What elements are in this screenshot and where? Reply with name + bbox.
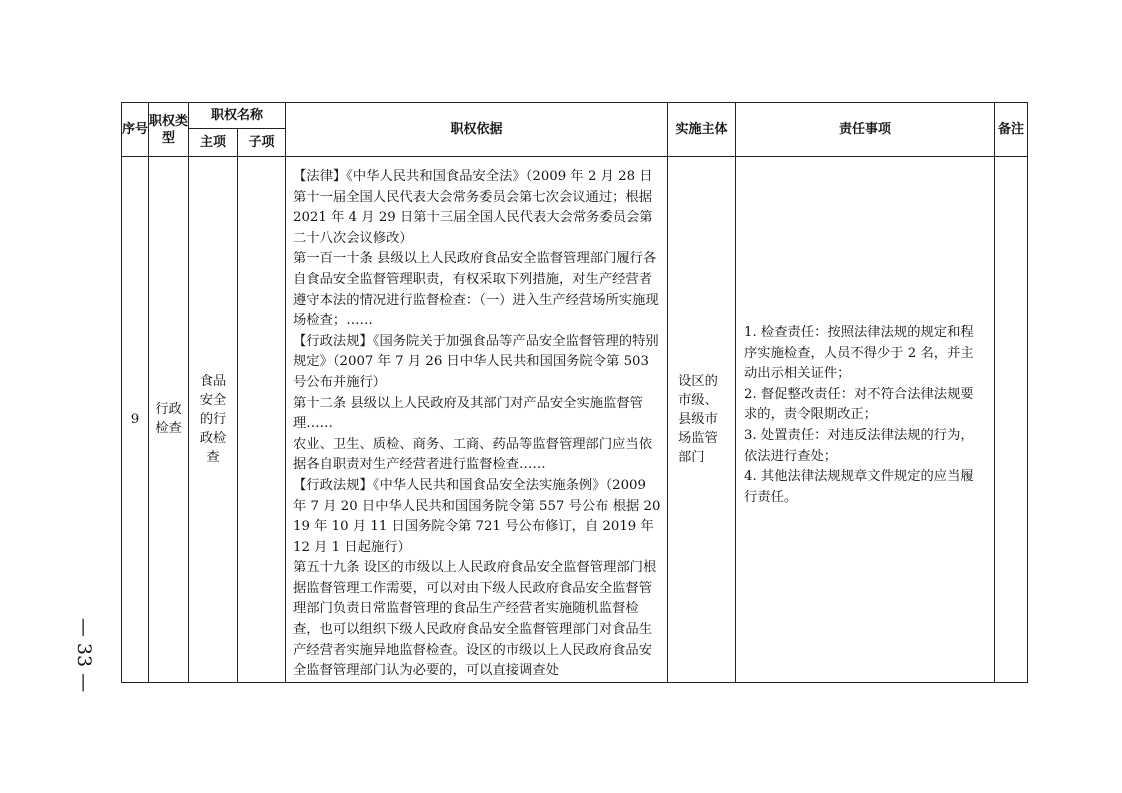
row-subject: 设区的市级、县级市场监管部门: [668, 157, 736, 683]
header-main-item: 主项: [189, 129, 238, 157]
header-sub-item: 子项: [238, 129, 286, 157]
row-duty: [736, 157, 995, 683]
header-remarks: 备注: [995, 103, 1028, 157]
row-main-item: 食品安全的行政检查: [189, 157, 238, 683]
duty-item: 3. 处置责任：对违反法律法规的行为，依法进行查处；: [744, 427, 974, 464]
table-row: [122, 157, 1028, 683]
basis-paragraph: 第五十九条 设区的市级以上人民政府食品安全监督管理部门根据监督管理工作需要，可以对由下级人民政府食品安全监督管理部门负责日常监督管理的食品生产经营者实施随机监督检查，也可以组织下级人民政府食品安全监督管理部门对食品生产经营者实施异地监督检查。设区的市级以上人民政府食品安全监督管理部门认为必要的，可以直接调查处: [293, 560, 657, 679]
header-name-group: 职权名称: [189, 103, 286, 129]
duty-item: 1. 检查责任：按照法律法规的规定和程序实施检查，人员不得少于 2 名，并主动出示相关证件；: [744, 325, 974, 382]
row-type: 行政检查: [149, 157, 189, 683]
header-duty: 责任事项: [736, 103, 995, 157]
row-sub-item: [238, 157, 286, 683]
basis-paragraph: 第十二条 县级以上人民政府及其部门对产品安全实施监督管理……: [293, 395, 643, 432]
row-basis: [286, 157, 668, 683]
row-seq: 9: [122, 157, 149, 683]
page-number-text: — 33 —: [73, 617, 96, 693]
basis-paragraph: 【法律】《中华人民共和国食品安全法》（2009 年 2 月 28 日第十一届全国人民代表大会常务委员会第七次会议通过；根据 2021 年 4 月 29 日第十三届全国人民代表大会常务委员会第二十八次会议修改）: [293, 169, 653, 246]
basis-paragraph: 农业、卫生、质检、商务、工商、药品等监督管理部门应当依据各自职责对生产经营者进行监督检查……: [293, 436, 653, 473]
basis-paragraph: 【行政法规】《中华人民共和国食品安全法实施条例》（2009 年 7 月 20 日中华人民共和国国务院令第 557 号公布 根据 2019 年 10 月 11 日国务院令第 721 号公布修订，自 2019 年 12 月 1 日起施行）: [293, 477, 661, 555]
header-seq: 序号: [122, 103, 149, 157]
header-basis: 职权依据: [286, 103, 668, 157]
header-subject: 实施主体: [668, 103, 736, 157]
duty-item: 2. 督促整改责任：对不符合法律法规要求的，责令限期改正；: [744, 386, 974, 423]
row-remarks: [995, 157, 1028, 683]
page-number: [62, 617, 106, 693]
duty-item: 4. 其他法律法规规章文件规定的应当履行责任。: [744, 469, 974, 505]
header-type: 职权类型: [149, 103, 189, 157]
basis-paragraph: 第一百一十条 县级以上人民政府食品安全监督管理部门履行各自食品安全监督管理职责，有权采取下列措施，对生产经营者遵守本法的情况进行监督检查：（一）进入生产经营场所实施现场检查；……: [293, 251, 659, 329]
basis-paragraph: 【行政法规】《国务院关于加强食品等产品安全监督管理的特别规定》（2007 年 7 月 26 日中华人民共和国国务院令第 503 号公布并施行）: [293, 333, 659, 390]
authority-table: [121, 102, 1028, 683]
